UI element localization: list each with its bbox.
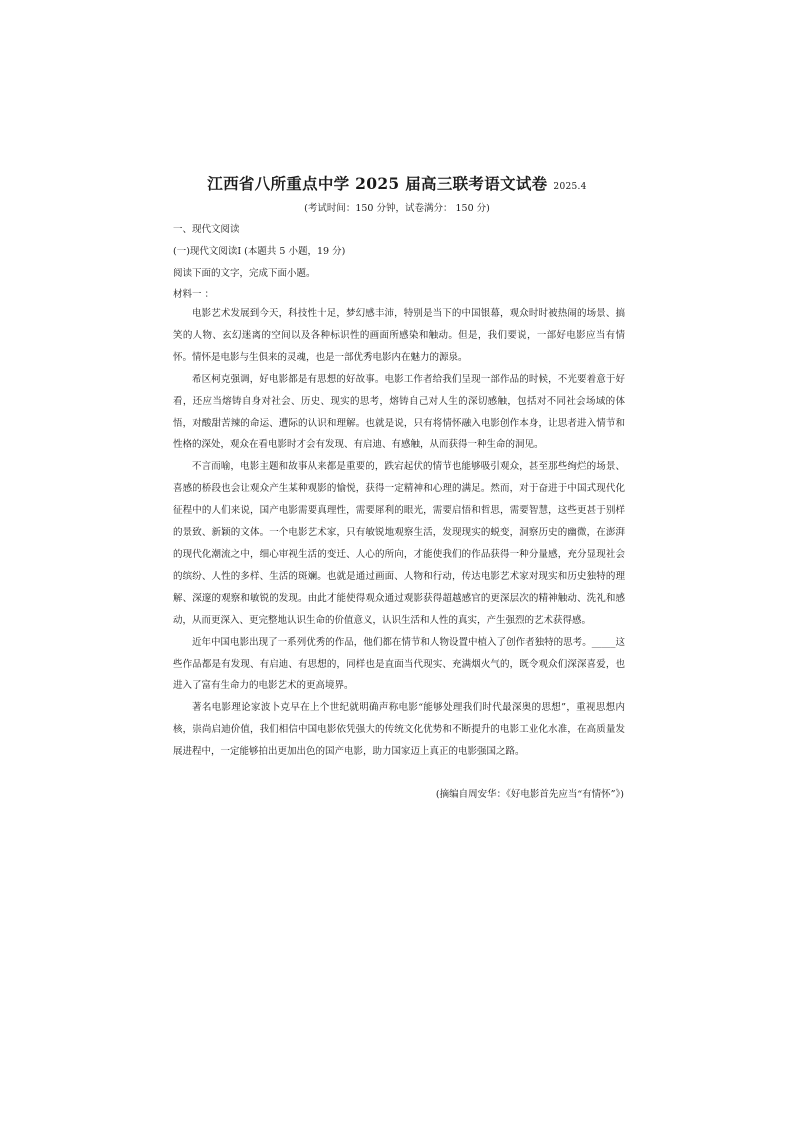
section-heading: 一、现代文阅读 [173,224,240,235]
paragraph: 不言而喻，电影主题和故事从来都是重要的，跌宕起伏的情节也能够吸引观众，甚至那些绚烂的场景、喜感的桥段也会让观众产生某种观影的愉悦，获得一定精神和心理的满足。然而，对于奋进于中国式现代化征程中的人们来说，国产电影需要真理性，需要犀利的眼光，需要启悟和哲思，需要智慧，这些更甚于别样的景致、新颖的文体。一个电影艺术家，只有敏锐地观察生活，发现现实的蜕变，洞察历史的幽微，在澎湃的现代化潮流之中，细心审视生活的变迁、人心的所向，才能使我们的作品获得一种分量感，充分显现社会的缤纷、人性的多样、生活的斑斓。也就是通过画面、人物和行动，传达电影艺术家对现实和历史独特的理解、深邃的观察和敏锐的发现。由此才能使得观众通过观影获得超越感官的更深层次的精神触动、洗礼和感动，从而更深入、更完整地认识生命的价值意义，认识生活和人性的真实，产生强烈的艺术获得感。 [173,461,625,626]
source-citation: (摘编自周安华：《好电影首先应当“有情怀”》) [435,789,624,800]
exam-title-text: 江西省八所重点中学 2025 届高三联考语文试卷 [207,174,548,193]
paragraph: 著名电影理论家波卜克早在上个世纪就明确声称电影“能够处理我们时代最深奥的思想”，重视思想内核，崇尚启迪价值，我们相信中国电影依凭强大的传统文化优势和不断提升的电影工业化水准，在高质量发展进程中，一定能够拍出更加出色的国产电影，助力国家迈上真正的电影强国之路。 [173,702,625,758]
paragraph: 电影艺术发展到今天，科技性十足，梦幻感丰沛，特别是当下的中国银幕，观众时时被热闹的场景、搞笑的人物、玄幻迷离的空间以及各种标识性的画面所感染和触动。但是，我们要说，一部好电影应当有情怀。情怀是电影与生俱来的灵魂，也是一部优秀电影内在魅力的源泉。 [173,308,625,363]
exam-info: (考试时间：150 分钟，试卷满分： 150 分) [304,203,490,214]
sub-section-heading: (一)现代文阅读I (本题共 5 小题，19 分) [173,246,346,257]
paragraph: 希区柯克强调，好电影都是有思想的好故事。电影工作者给我们呈现一部作品的时候，不光要着意于好看，还应当熔铸自身对社会、历史、现实的思考，熔铸自己对人生的深切感触，包括对不同社会场域的体悟，对酸甜苦辣的命运、遭际的认识和理解。也就是说，只有将情怀融入电影创作本身，让思者进入情节和性格的深处，观众在看电影时才会有发现、有启迪、有感触，从而获得一种生命的洞见。 [173,373,625,451]
exam-date: 2025.4 [553,182,587,192]
paragraph: 近年中国电影出现了一系列优秀的作品，他们都在情节和人物设置中植入了创作者独特的思考。_____这些作品都是有发现、有启迪、有思想的，同样也是直面当代现实、充满烟火气的，既令观众们深深喜爱，也进入了富有生命力的电影艺术的更高境界。 [173,636,625,692]
material-label: 材料一 ： [173,289,215,300]
material-body [173,303,625,763]
exam-title [0,172,794,194]
reading-instruction: 阅读下面的文字，完成下面小题。 [173,268,316,279]
